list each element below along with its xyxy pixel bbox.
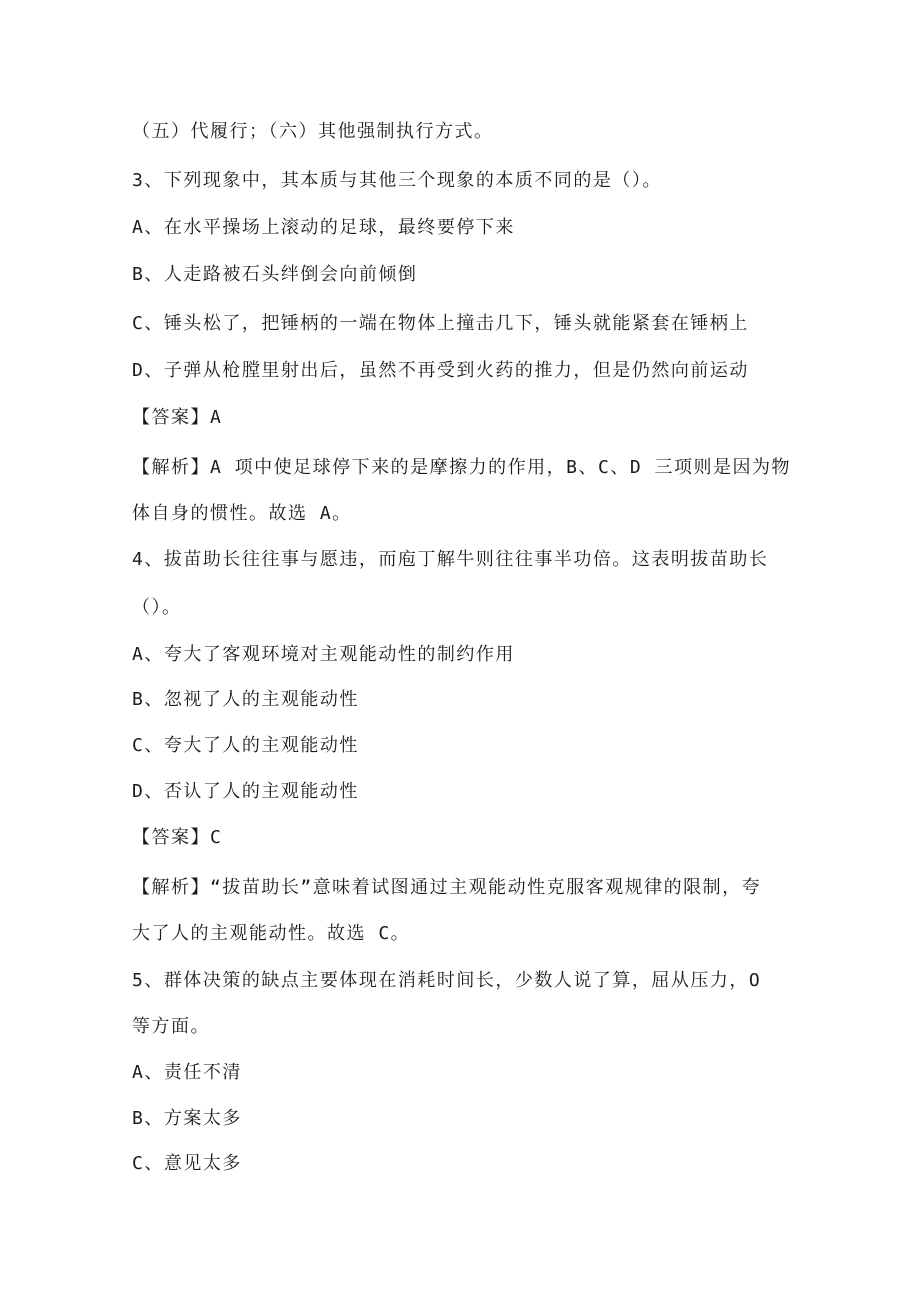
question-3-analysis: 【解析】A 项中使足球停下来的是摩擦力的作用，B、C、D 三项则是因为物 — [132, 457, 792, 478]
question-4-stem: 4、拔苗助长往往事与愿违，而庖丁解牛则往往事半功倍。这表明拔苗助长 — [132, 549, 769, 570]
question-3-option-a: A、在水平操场上滚动的足球，最终要停下来 — [132, 217, 515, 238]
question-4-analysis: 【解析】“拔苗助长”意味着试图通过主观能动性克服客观规律的限制，夸 — [132, 877, 762, 898]
question-4-option-c: C、夸大了人的主观能动性 — [132, 735, 359, 756]
question-4-analysis-cont: 大了人的主观能动性。故选 C。 — [132, 923, 411, 944]
text-line-1: （五）代履行；（六）其他强制执行方式。 — [132, 121, 494, 142]
question-5-option-a: A、责任不清 — [132, 1062, 242, 1083]
question-3-analysis-cont: 体自身的惯性。故选 A。 — [132, 503, 352, 524]
question-4-option-a: A、夸大了客观环境对主观能动性的制约作用 — [132, 644, 515, 665]
question-3-option-d: D、子弹从枪膛里射出后，虽然不再受到火药的推力，但是仍然向前运动 — [132, 360, 749, 381]
question-3-answer: 【答案】A — [132, 407, 223, 428]
question-5-option-b: B、方案太多 — [132, 1108, 242, 1129]
question-3-option-b: B、人走路被石头绊倒会向前倾倒 — [132, 264, 418, 285]
question-4-answer: 【答案】C — [132, 827, 223, 848]
question-3-option-c: C、锤头松了，把锤柄的一端在物体上撞击几下，锤头就能紧套在锤柄上 — [132, 313, 749, 334]
question-5-option-c: C、意见太多 — [132, 1153, 242, 1174]
question-5-stem-cont: 等方面。 — [132, 1016, 210, 1037]
question-4-option-b: B、忽视了人的主观能动性 — [132, 689, 359, 710]
question-5-stem: 5、群体决策的缺点主要体现在消耗时间长，少数人说了算，屈从压力，O — [132, 970, 762, 991]
question-3-stem: 3、下列现象中，其本质与其他三个现象的本质不同的是（）。 — [132, 170, 662, 191]
question-4-option-d: D、否认了人的主观能动性 — [132, 781, 359, 802]
question-4-stem-cont: （）。 — [132, 597, 182, 618]
